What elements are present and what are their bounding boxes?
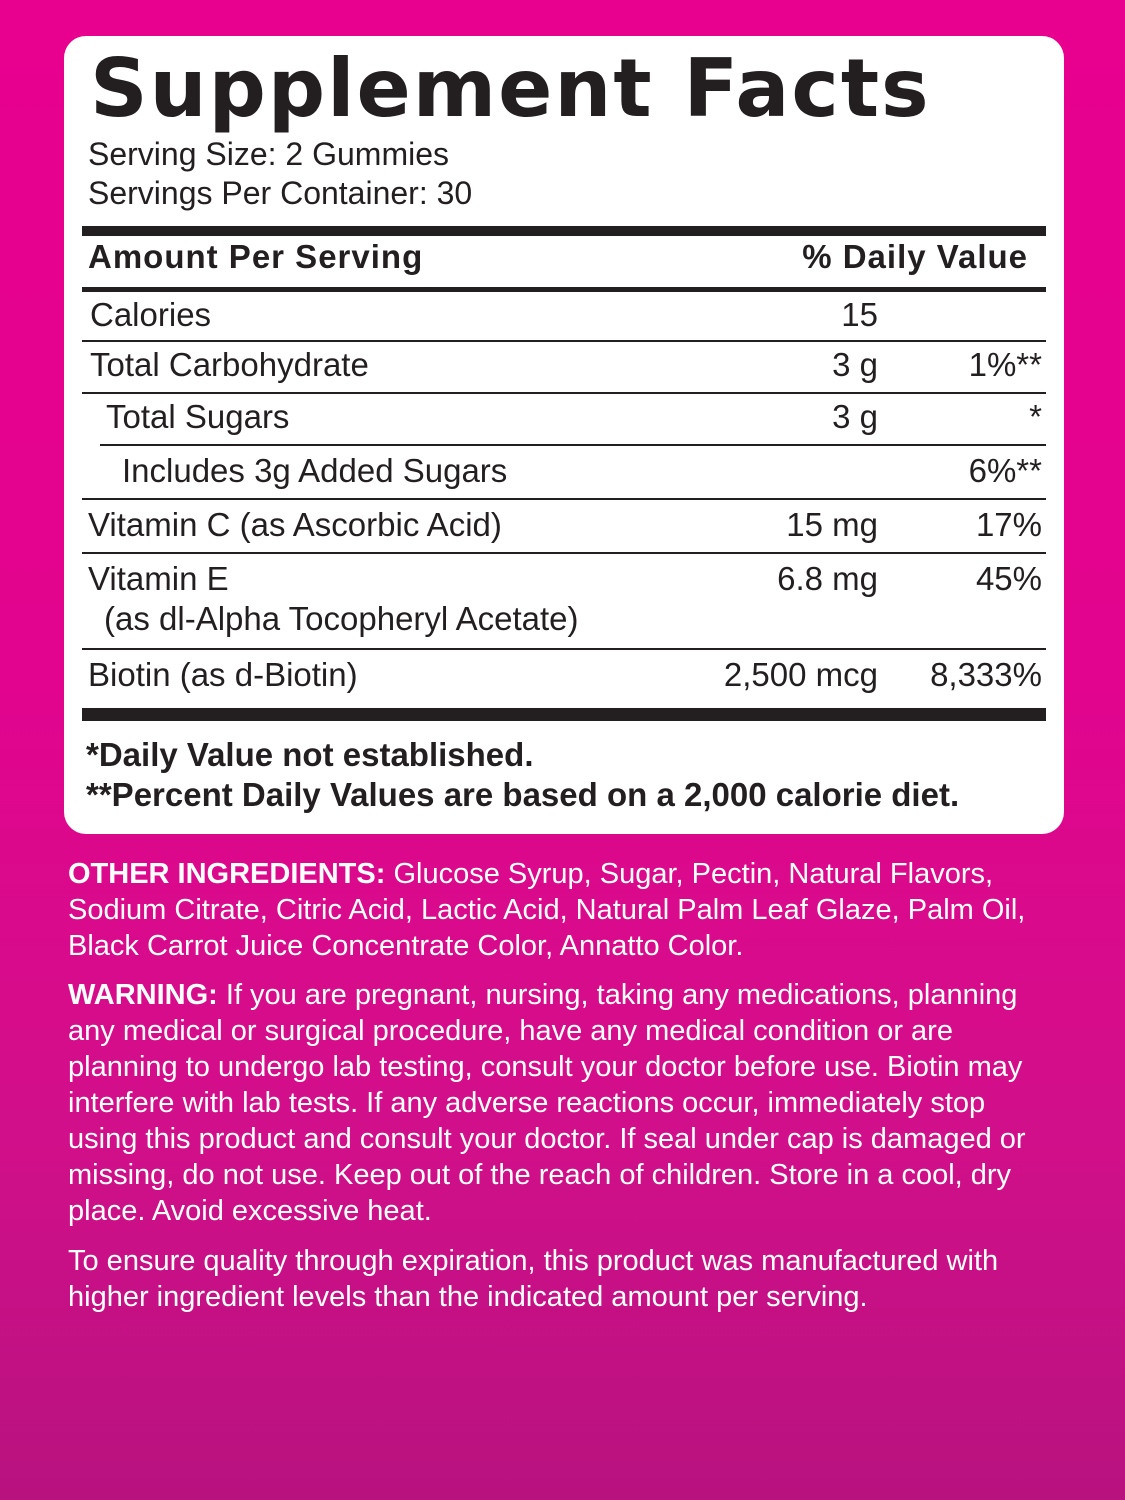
facts-row-total-sugars xyxy=(82,394,1046,446)
row-amount: 15 xyxy=(841,296,878,333)
row-name: Vitamin C (as Ascorbic Acid) xyxy=(88,506,502,543)
facts-row-added-sugars xyxy=(82,446,1046,500)
row-daily-value: * xyxy=(1029,398,1042,435)
row-amount: 3 g xyxy=(832,346,878,383)
row-name: Includes 3g Added Sugars xyxy=(122,452,508,489)
other-ingredients-text: Glucose Syrup, Sugar, Pectin, Natural Flavors, Sodium Citrate, Citric Acid, Lactic Acid, Natural Palm Leaf Glaze, Palm Oil, Black Carrot Juice Concentrate Color, Annatto Color. xyxy=(68,858,1026,962)
row-daily-value: 6%** xyxy=(968,452,1042,489)
row-name: Total Carbohydrate xyxy=(90,346,369,383)
row-name: Calories xyxy=(90,296,212,333)
row-amount: 3 g xyxy=(832,398,878,435)
other-ingredients xyxy=(68,856,1058,964)
facts-row-calories xyxy=(82,292,1046,342)
row-name: Total Sugars xyxy=(106,398,290,435)
footnote-percent-daily-values: **Percent Daily Values are based on a 2,000 calorie diet. xyxy=(86,776,960,813)
warning-text: If you are pregnant, nursing, taking any medications, planning any medical or surgical procedure, have any medical condition or are planning to undergo lab testing, consult your doctor before use. Biotin may interfere with lab tests. If any adverse reactions occur, immediately stop using this product and consult your doctor. If seal under cap is damaged or missing, do not use. Keep out of the reach of children. Store in a cool, dry place. Avoid excessive heat. xyxy=(68,979,1026,1227)
row-daily-value: 45% xyxy=(975,560,1042,597)
facts-title: Supplement Facts xyxy=(90,42,931,135)
row-subname: (as dl-Alpha Tocopheryl Acetate) xyxy=(104,600,579,637)
footnote-not-established: *Daily Value not established. xyxy=(86,736,534,773)
row-daily-value: 8,333% xyxy=(930,656,1042,693)
header-amount-per-serving: Amount Per Serving xyxy=(88,238,424,275)
row-daily-value: 17% xyxy=(975,506,1042,543)
row-amount: 6.8 mg xyxy=(777,560,878,597)
thick-divider-bottom xyxy=(82,708,1046,721)
thick-divider-top xyxy=(82,226,1046,236)
facts-row-total-carbohydrate xyxy=(82,342,1046,394)
facts-row-biotin xyxy=(82,650,1046,706)
supplement-facts-panel xyxy=(64,36,1064,834)
row-name: Biotin (as d-Biotin) xyxy=(88,656,358,693)
row-amount: 15 mg xyxy=(786,506,878,543)
facts-row-vitamin-c xyxy=(82,500,1046,554)
warning xyxy=(68,977,1058,1229)
servings-per-container: Servings Per Container: 30 xyxy=(88,175,473,211)
serving-size: Serving Size: 2 Gummies xyxy=(88,136,450,172)
quality-note: To ensure quality through expiration, this product was manufactured with higher ingredient levels than the indicated amount per serving. xyxy=(68,1245,999,1313)
warning-label: WARNING: xyxy=(68,979,218,1011)
header-daily-value: % Daily Value xyxy=(802,238,1028,275)
row-amount: 2,500 mcg xyxy=(723,656,878,693)
facts-row-vitamin-e xyxy=(82,554,1046,650)
row-name: Vitamin E xyxy=(88,560,229,597)
other-ingredients-label: OTHER INGREDIENTS: xyxy=(68,858,386,890)
row-daily-value: 1%** xyxy=(968,346,1042,383)
